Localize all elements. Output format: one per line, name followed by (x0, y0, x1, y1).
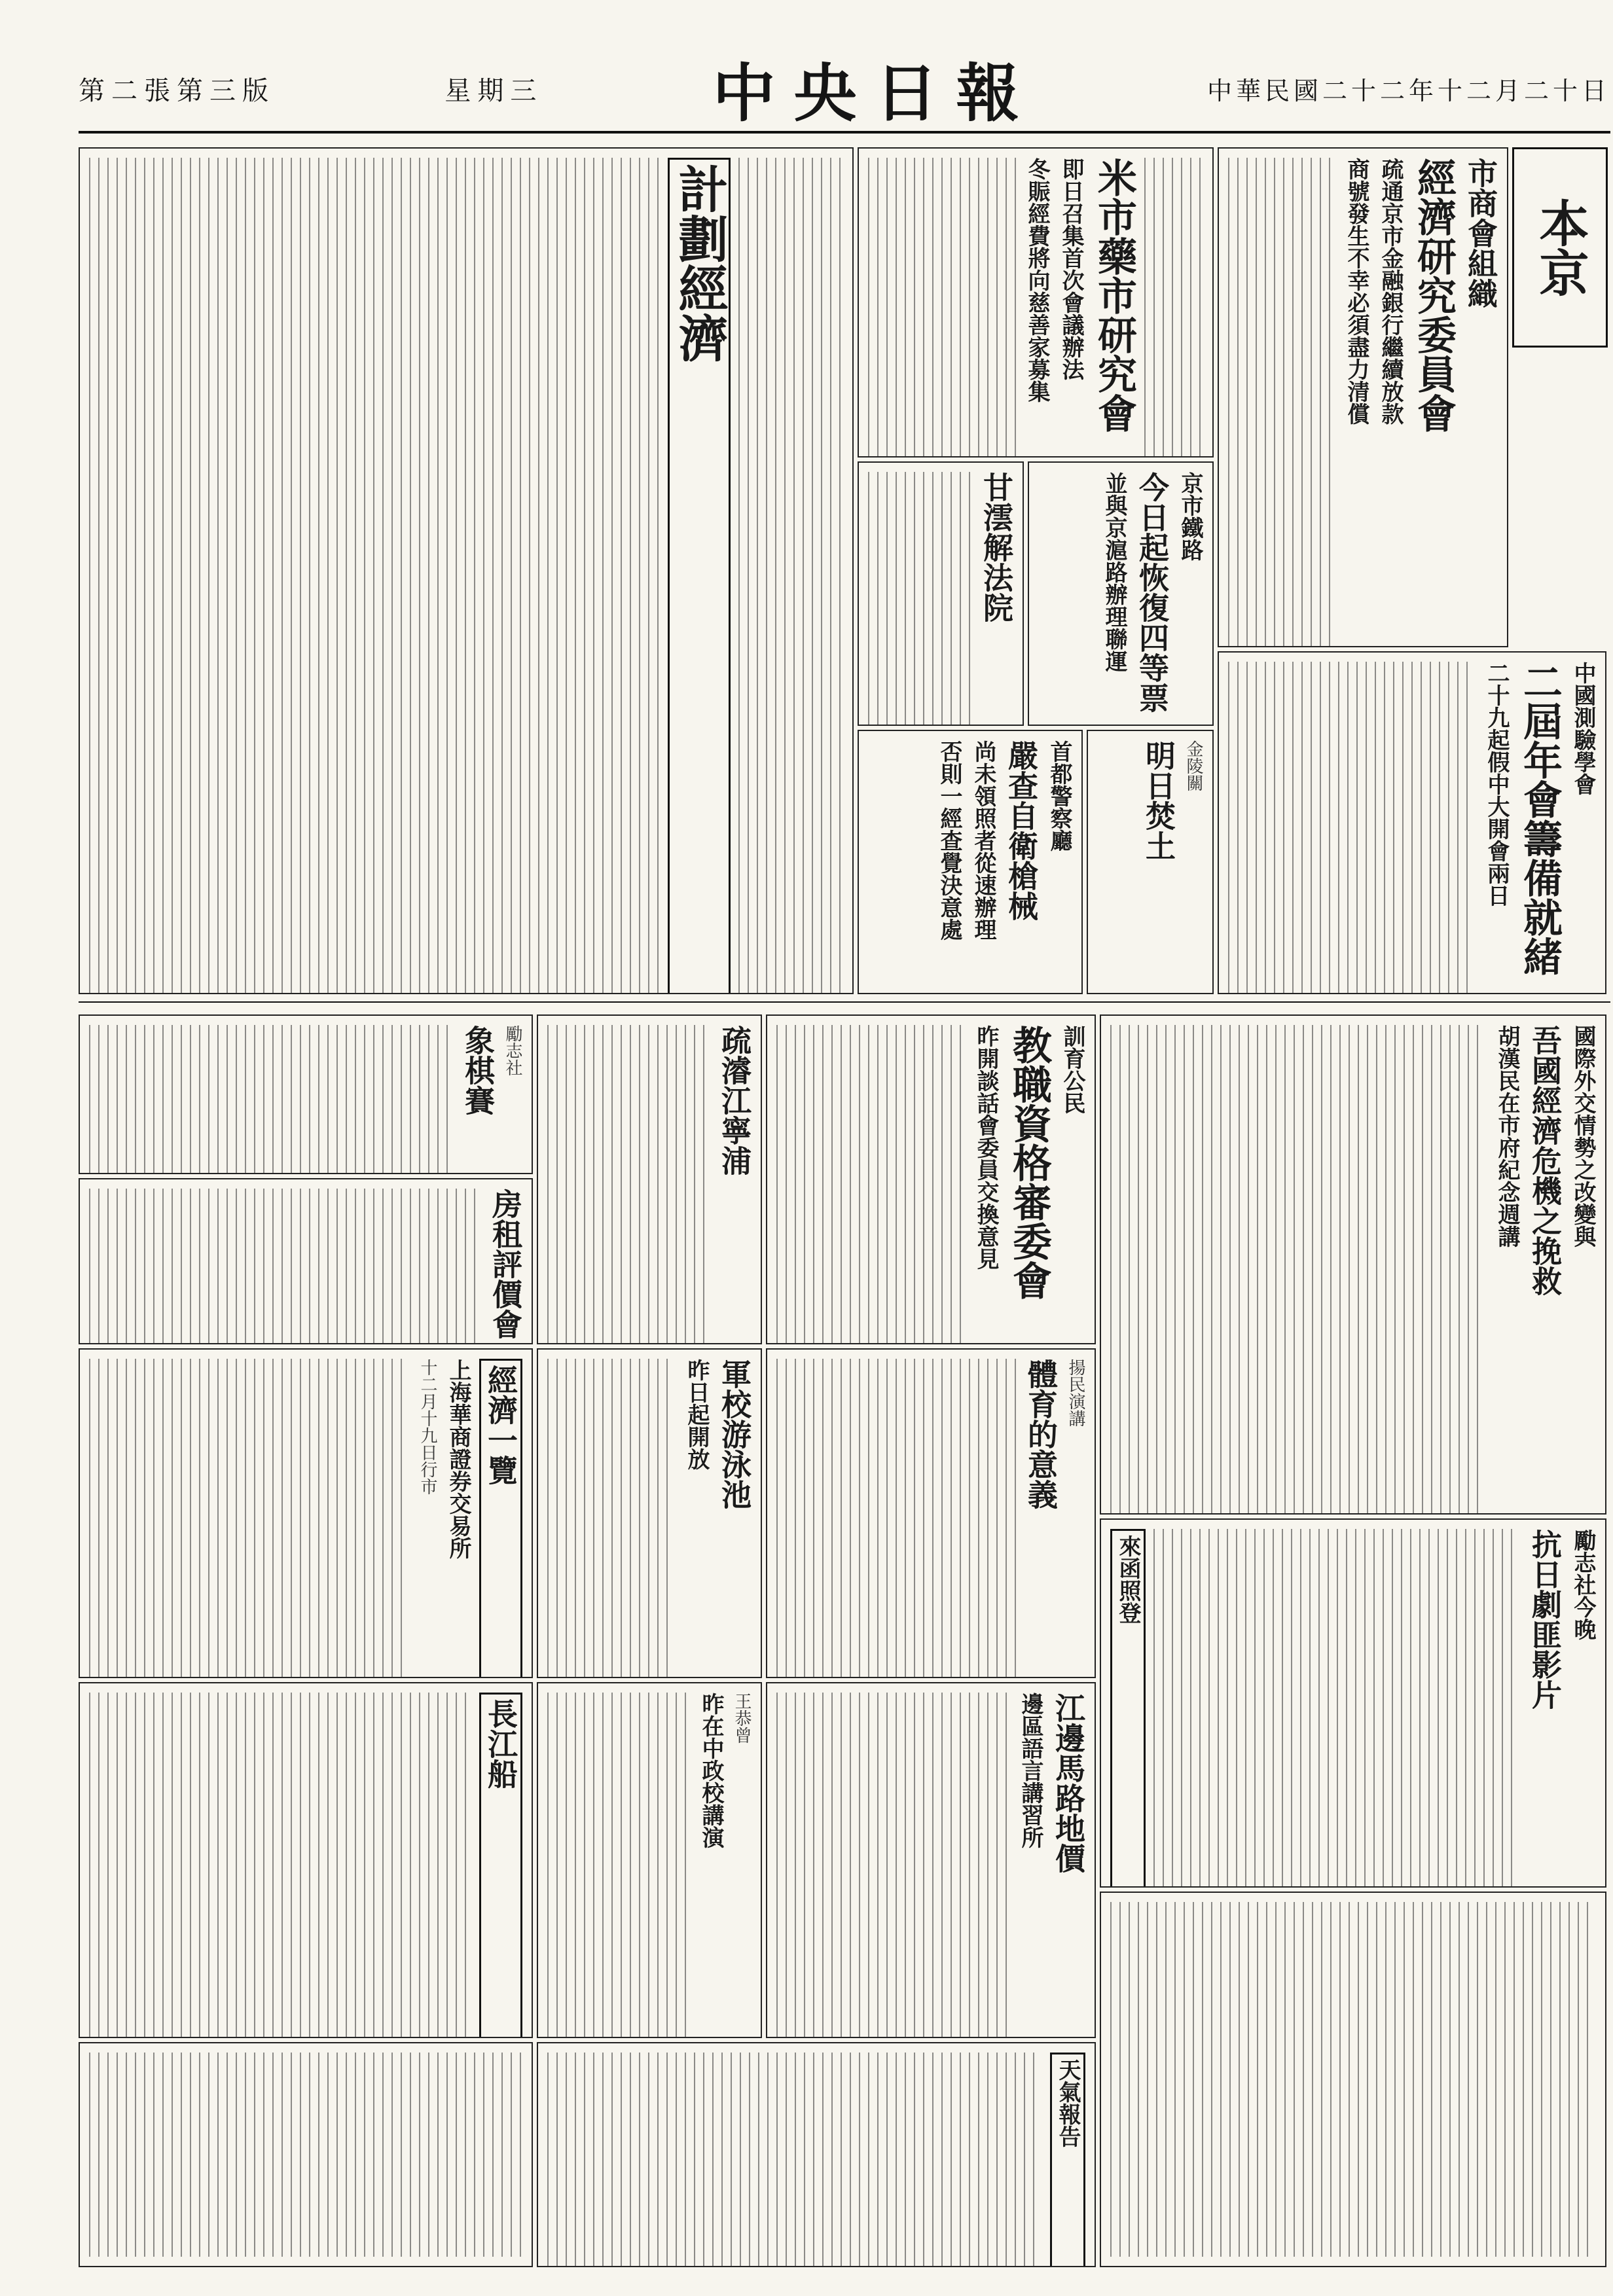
weather-body (547, 2053, 1042, 2267)
weekday: 星期三 (444, 75, 543, 106)
river-h1: 疏濬江寧浦 (717, 1025, 752, 1175)
border-h1: 邊區語言講習所 (1017, 1693, 1043, 1848)
article-rail (1028, 461, 1214, 726)
stock-table (89, 1359, 410, 1678)
burn-tag: 金陵關 (1184, 740, 1203, 791)
chess-h1: 象棋賽 (460, 1025, 496, 1115)
yangtze-section (79, 1682, 533, 2038)
law-h1: 甘澐解法院 (979, 472, 1014, 622)
rail-h3: 並與京滬路辦理聯運 (1101, 472, 1127, 672)
article-rice (858, 147, 1214, 457)
teacher-tag: 訓育公民 (1059, 1025, 1085, 1114)
bottom-left-text (89, 2053, 522, 2257)
article-road (766, 1682, 1096, 2038)
weather-title: 天氣報告 (1050, 2053, 1085, 2267)
river-body-text (547, 1025, 710, 1344)
intl-h1: 國際外交情勢之改變與 (1570, 1025, 1596, 1247)
police-h4: 否則一經查覺決意處 (936, 740, 962, 941)
masthead-rule (79, 131, 1610, 134)
stock-h2: 十二月十九日行市 (418, 1359, 437, 1495)
rice-body-text (868, 158, 1016, 457)
econ-brief (79, 1348, 533, 1678)
chess-tag: 勵志社 (503, 1025, 522, 1076)
section-local-box (1512, 147, 1608, 348)
article-rent (79, 1178, 533, 1344)
article-plan-economy (79, 147, 854, 994)
chamber-h2: 經濟研究委員會 (1411, 158, 1457, 433)
plan-intro-text (738, 158, 843, 994)
survey-h1: 中國測驗學會 (1570, 662, 1596, 795)
article-film (1100, 1518, 1606, 1888)
article-bottom-left (79, 2042, 533, 2267)
mid-rule (79, 1001, 1610, 1003)
yangtze-title: 長江船 (479, 1693, 522, 2038)
teacher-body-text (776, 1025, 965, 1344)
masthead (79, 52, 1610, 130)
survey-h2: 二屆年會籌備就緒 (1517, 662, 1563, 976)
chamber-h4: 商號發生不幸必須盡力清償 (1343, 158, 1369, 425)
police-h2: 嚴查自衛槍械 (1004, 740, 1039, 921)
police-h3: 尚未領照者從速辦理 (970, 740, 996, 941)
rent-body-text (89, 1189, 480, 1344)
rail-h2: 今日起恢復四等票 (1134, 472, 1170, 713)
chamber-body-text (1228, 158, 1335, 647)
plan-body-text (89, 158, 660, 994)
article-law (858, 461, 1024, 726)
rent-h1: 房租評價會 (488, 1189, 523, 1339)
rail-h1: 京市鐵路 (1177, 472, 1203, 561)
yangtze-table (89, 1693, 471, 2038)
article-pool (537, 1348, 762, 1678)
intl-h3: 胡漢民在市府紀念週講 (1494, 1025, 1520, 1247)
burn-h1: 明日焚土 (1141, 740, 1176, 861)
pool-body-text (547, 1359, 676, 1678)
article-teacher (766, 1014, 1096, 1344)
article-central-school (537, 1682, 762, 2038)
rice-h1: 米市藥市研究會 (1091, 158, 1137, 433)
chamber-h1: 市商會組織 (1463, 158, 1498, 308)
police-h1: 首都警察廳 (1046, 740, 1072, 852)
chamber-h3: 疏通京市金融銀行繼續放款 (1377, 158, 1404, 425)
survey-h3: 二十九起假中大開會兩日 (1483, 662, 1510, 906)
film-body-text (1153, 1529, 1520, 1888)
rice-h2: 即日召集首次會議辦法 (1058, 158, 1084, 380)
teacher-h1: 教職資格審委會 (1006, 1025, 1052, 1300)
rice-h3: 冬賑經費將向慈善家募集 (1024, 158, 1050, 403)
chess-body-text (89, 1025, 453, 1174)
road-body-text (776, 1693, 1009, 2038)
article-chess (79, 1014, 533, 1174)
article-chamber (1218, 147, 1508, 647)
article-police (858, 730, 1083, 994)
date-line: 中華民國二十二年十二月二十日 (1206, 76, 1610, 105)
survey-body-text (1228, 662, 1476, 994)
pool-h1: 軍校游泳池 (717, 1359, 752, 1509)
issue-label: 第二張第三版 (79, 75, 275, 106)
weather-section (537, 2042, 1096, 2267)
road-h1: 江邊馬路地價 (1051, 1693, 1086, 1873)
bottom-right-text (1110, 1902, 1596, 2257)
newspaper-title: 中央日報 (712, 56, 1038, 130)
newspaper-page (79, 39, 1610, 2278)
section-local: 本京 (1531, 198, 1589, 297)
sports-h1: 體育的意義 (1023, 1359, 1059, 1509)
stock-h1: 上海華商證券交易所 (445, 1359, 471, 1559)
article-river (537, 1014, 762, 1344)
plan-economy-title: 計劃經濟 (668, 158, 731, 994)
photos-title: 來函照登 (1110, 1529, 1146, 1888)
film-h1: 抗日劇匪影片 (1527, 1529, 1563, 1710)
sports-tag: 揚民演講 (1066, 1359, 1085, 1427)
article-sports (766, 1348, 1096, 1678)
rice-body-right (1144, 158, 1203, 457)
intl-body-text (1110, 1025, 1486, 1515)
article-burn (1087, 730, 1214, 994)
central-school-body (547, 1693, 690, 2038)
film-tag: 勵志社今晚 (1570, 1529, 1596, 1640)
pool-h2: 昨日起開放 (683, 1359, 710, 1470)
article-intl (1100, 1014, 1606, 1515)
teacher-h3: 昨開談話會委員交換意見 (973, 1025, 999, 1270)
article-bottom-right (1100, 1892, 1606, 2267)
econ-brief-title: 經濟一覽 (479, 1359, 522, 1678)
central-school-tag: 王恭曾 (732, 1693, 752, 1744)
intl-h2: 吾國經濟危機之挽救 (1527, 1025, 1563, 1296)
sports-body-text (776, 1359, 1016, 1678)
law-body-text (868, 472, 971, 726)
article-survey (1218, 651, 1606, 994)
central-school-h1: 昨在中政校講演 (698, 1693, 724, 1848)
